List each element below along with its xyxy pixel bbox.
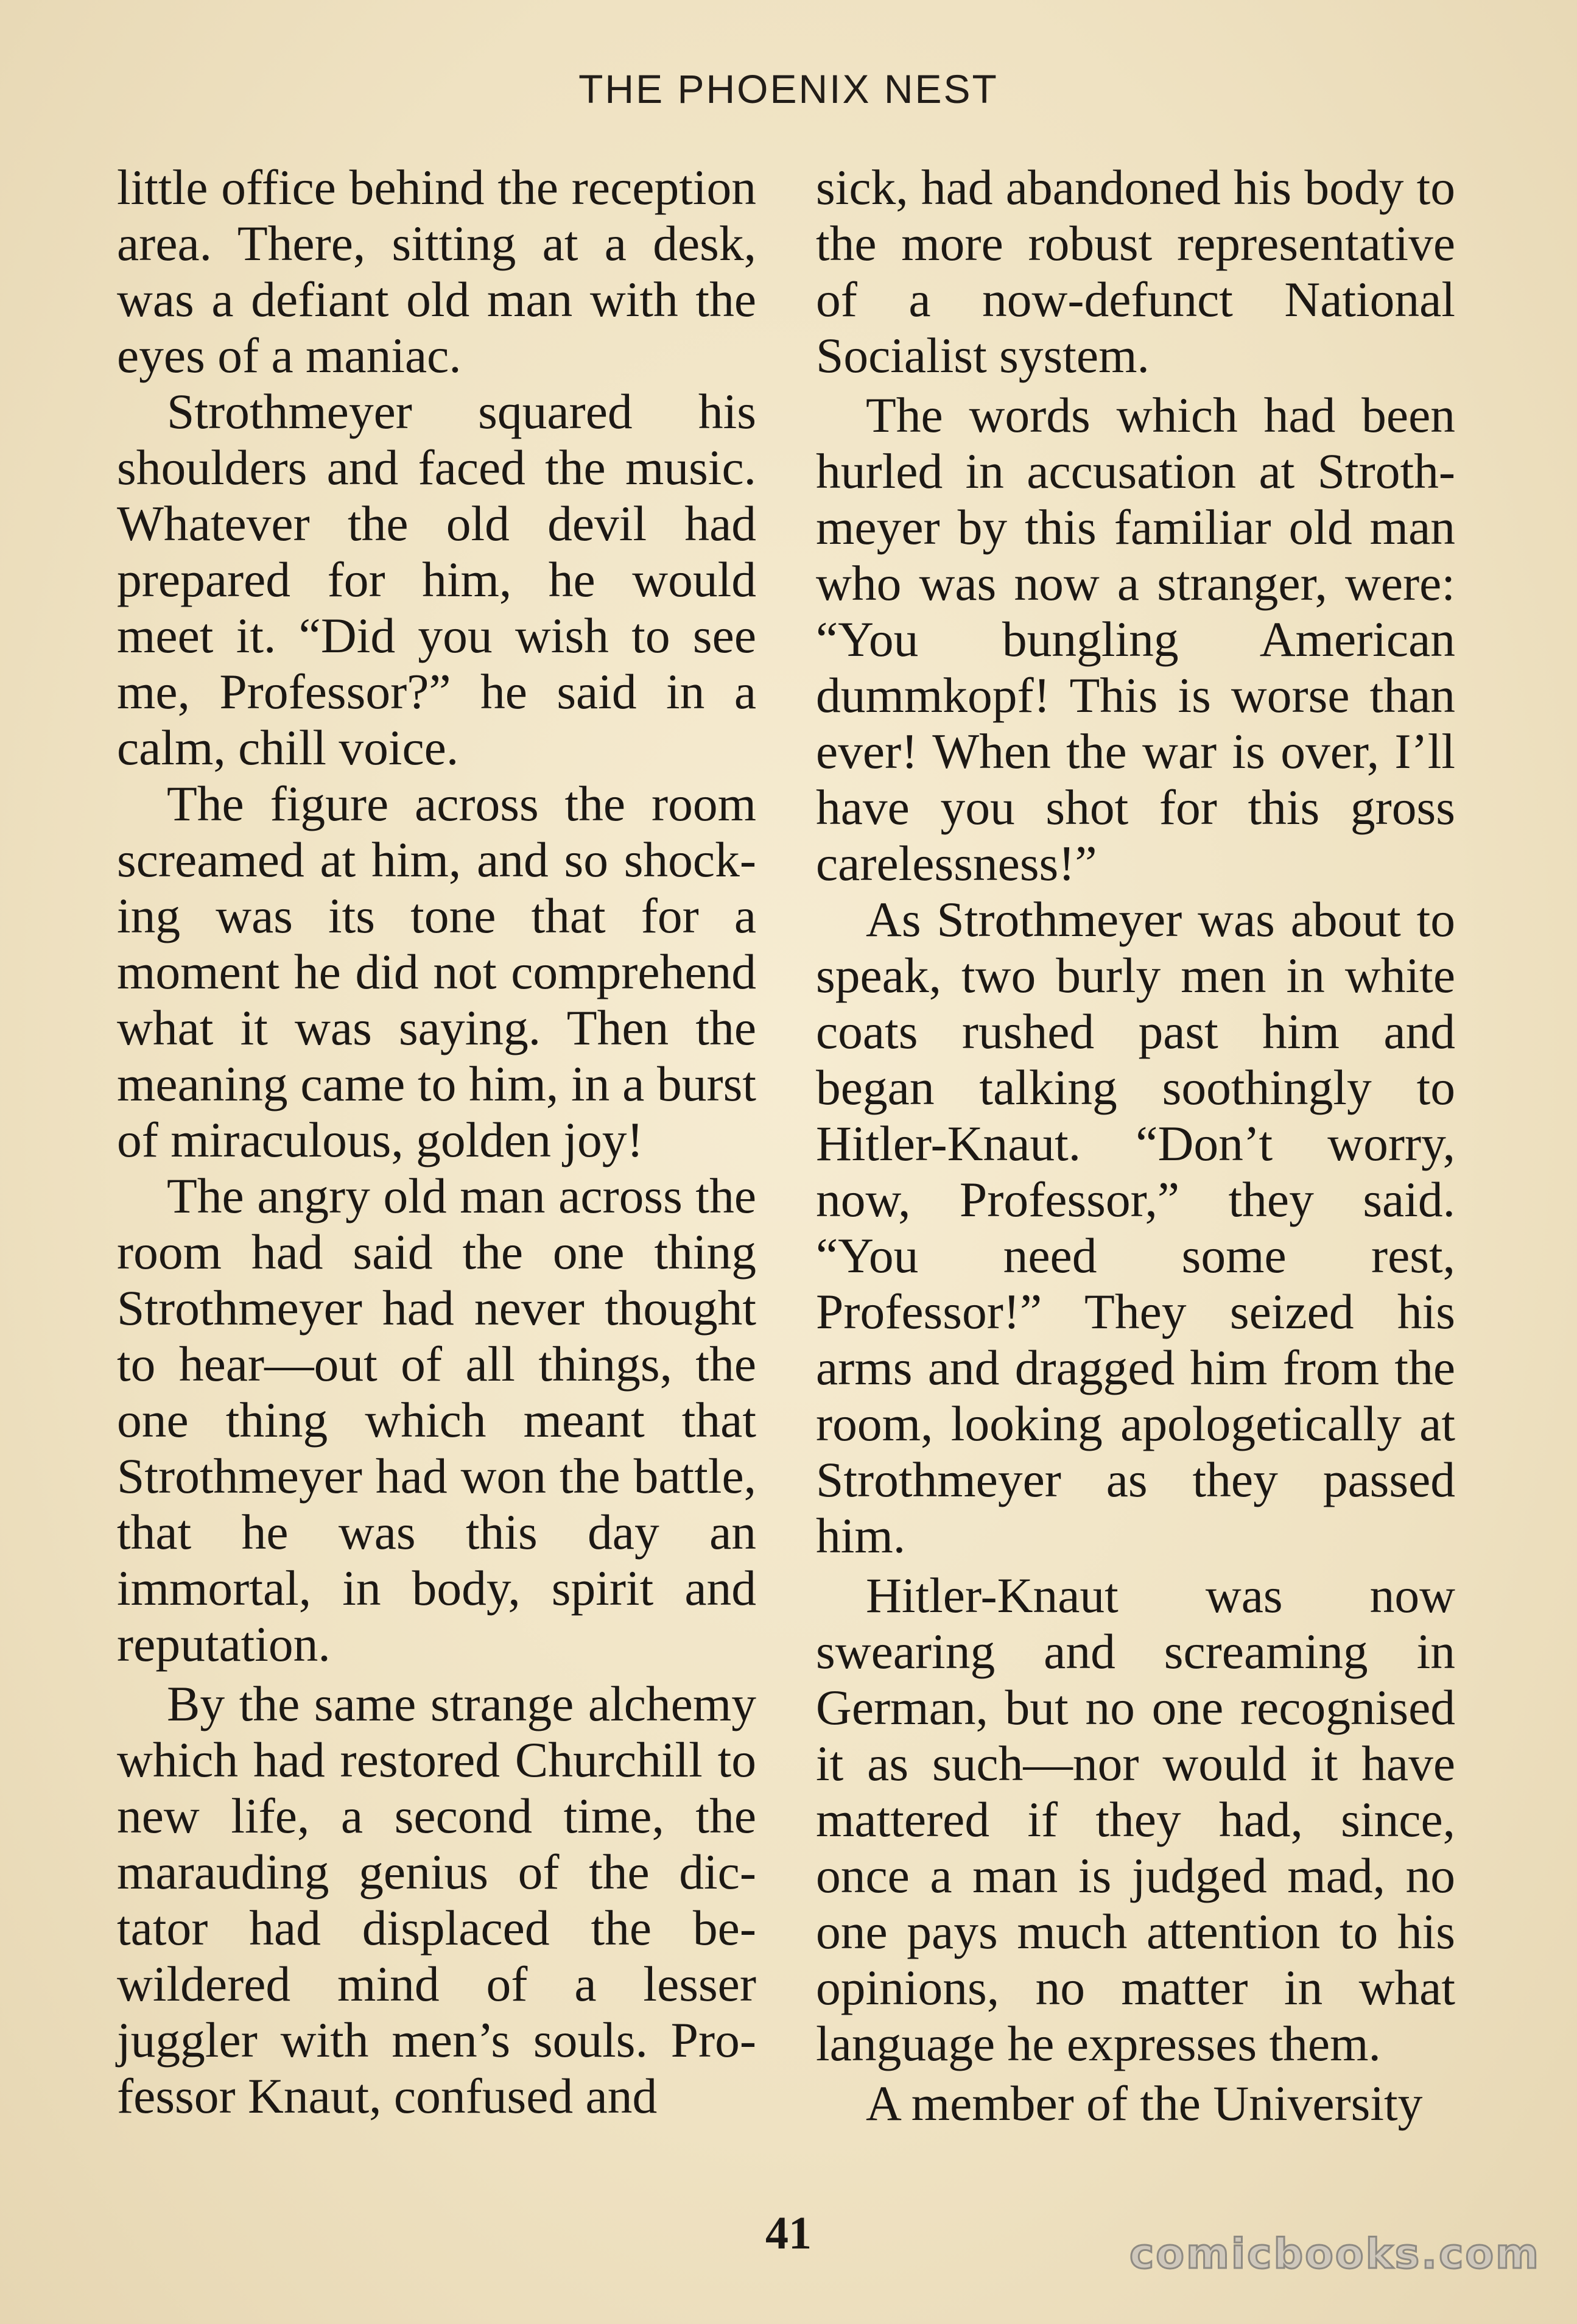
paragraph: A member of the University [866, 2076, 1423, 2131]
paragraph: By the same strange alchemy which had restored Churchill to new life, a second time, the marauding genius of the dictator had displaced the bewildered mind of a lesser juggler with men’s souls. Professor Knaut, confused and [117, 1676, 756, 2124]
right-column [816, 160, 1455, 2132]
paragraph: As Strothmeyer was about to speak, two burly men in white coats rushed past him and began talking soothingly to Hitler-Knaut. “Don’t worry, now, Professor,” they said. “You need some rest, Professor!” They seized his arms and dragged him from the room, looking apologetically at Strothmeyer as they passed him. [816, 892, 1455, 1563]
paragraph: sick, had abandoned his body to the more robust representative of a now-defunct National Socialist system. [816, 160, 1455, 383]
paragraph: Hitler-Knaut was now swearing and screaming in German, but no one recognised it as such—nor would it have mattered if they had, since, once a man is judged mad, no one pays much attention to his opinions, no matter in what language he expresses them. [816, 1568, 1455, 2071]
paragraph: The words which had been hurled in accusation at Strothmeyer by this familiar old man who was now a stranger, were: “You bungling American dummkopf! This is worse than ever! When the war is over, I’ll have you shot for this gross carelessness!” [816, 387, 1455, 891]
running-head: THE PHOENIX NEST [578, 66, 999, 111]
page-number: 41 [765, 2208, 812, 2259]
paragraph: The angry old man across the room had said the one thing Strothmeyer had never thought to hear—out of all things, the one thing which meant that Strothmeyer had won the battle, that he was this day an immortal, in body, spirit and reputation. [117, 1168, 756, 1672]
paragraph: The figure across the room screamed at him, and so shocking was its tone that for a moment he did not comprehend what it was saying. Then the meaning came to him, in a burst of miraculous, golden joy! [117, 776, 756, 1167]
left-column [117, 160, 756, 2124]
watermark: comicbooks.com [1129, 2230, 1540, 2278]
paragraph: little office behind the reception area. There, sitting at a desk, was a defiant old man with the eyes of a maniac. [117, 160, 756, 383]
paragraph: Strothmeyer squared his shoulders and faced the music. Whatever the old devil had prepared for him, he would meet it. “Did you wish to see me, Professor?” he said in a calm, chill voice. [117, 384, 756, 775]
